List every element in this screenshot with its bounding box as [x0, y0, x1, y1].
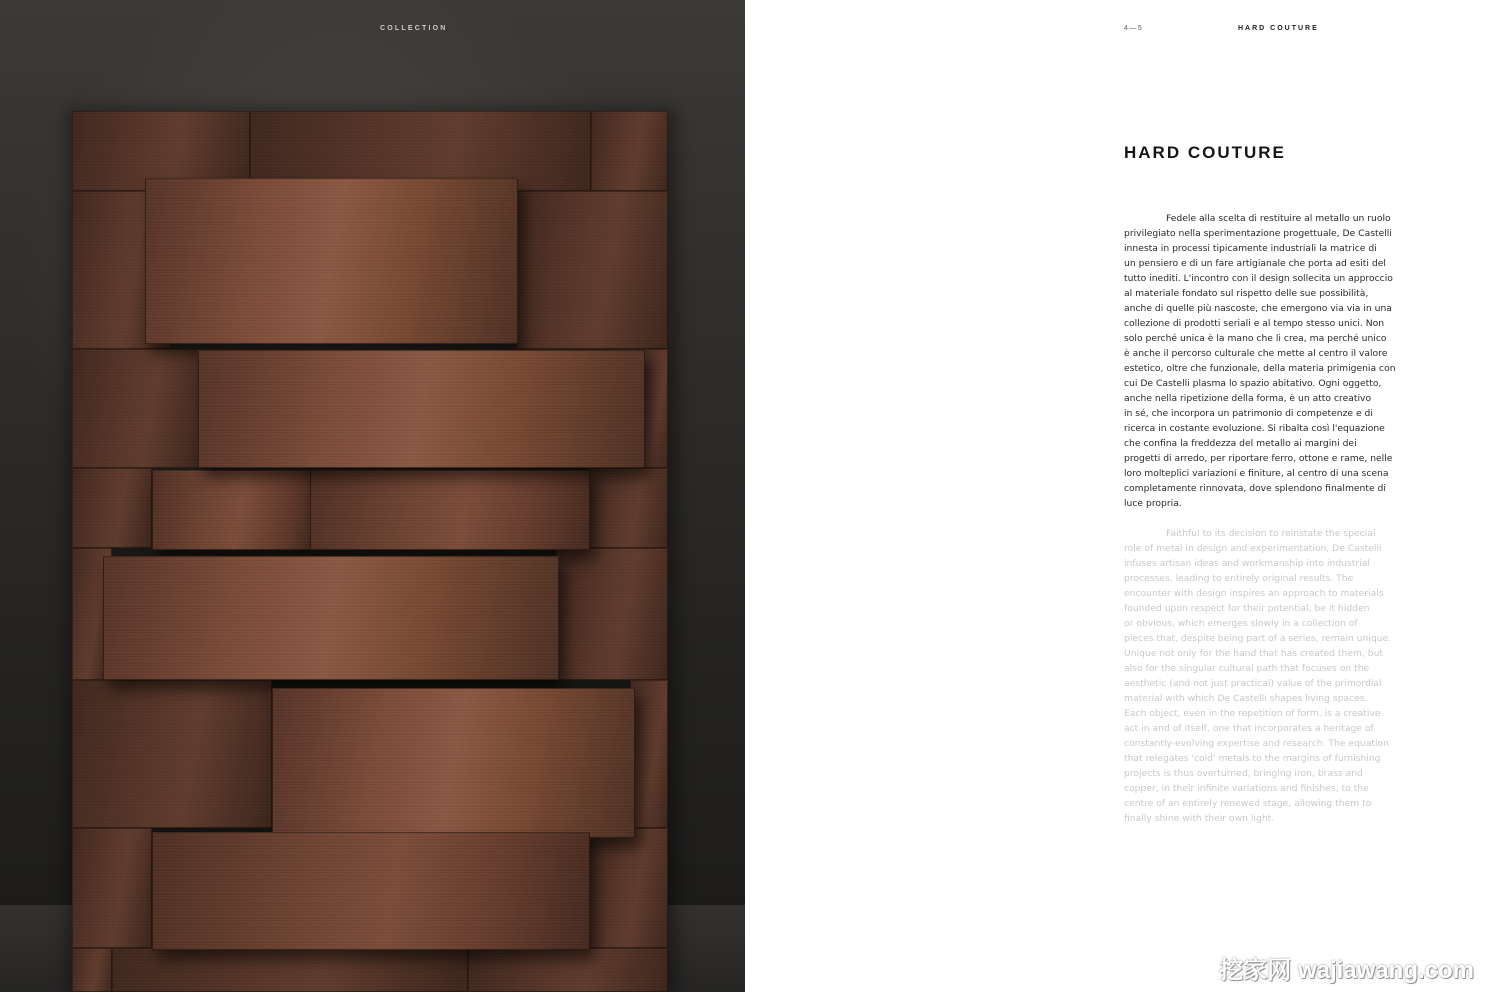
panel	[112, 948, 468, 992]
text-line: luce propria.	[1124, 498, 1182, 509]
text-line: finally shine with their own light.	[1124, 813, 1275, 824]
panel	[468, 948, 668, 992]
text-line: processes, leading to entirely original results. The	[1124, 573, 1354, 584]
text-line: also for the singular cultural path that focuses on the	[1124, 663, 1370, 674]
panel	[72, 948, 112, 992]
article-title: HARD COUTURE	[1124, 143, 1286, 162]
text-line: constantly-evolving expertise and research. The equation	[1124, 738, 1389, 749]
italian-text	[1124, 211, 1420, 511]
running-head-right: HARD COUTURE	[1238, 25, 1319, 32]
text-line: encounter with design inspires an approach to materials	[1124, 588, 1384, 599]
text-line: tutto inediti. L'incontro con il design sollecita un approccio	[1124, 273, 1393, 284]
page-number: 4—5	[1124, 25, 1144, 32]
text-line: privilegiato nella sperimentazione progettuale, De Castelli	[1124, 228, 1392, 239]
text-line: in sé, che incorpora un patrimonio di competenze e di	[1124, 408, 1373, 419]
text-line: al materiale fondato sul rispetto delle sue possibilità,	[1124, 288, 1369, 299]
panel	[72, 828, 152, 948]
text-line: act in and of itself, one that incorporates a heritage of	[1124, 723, 1374, 734]
text-line: collezione di prodotti seriali e al tempo stesso unici. Non	[1124, 318, 1385, 329]
panel	[591, 111, 668, 191]
drawer-front	[152, 470, 312, 550]
text-line: role of metal in design and experimentation, De Castelli	[1124, 543, 1382, 554]
panel	[516, 191, 668, 349]
text-line: è anche il percorso culturale che mette al centro il valore	[1124, 348, 1388, 359]
text-line: copper, in their infinite variations and finishes, to the	[1124, 783, 1369, 794]
text-line: that relegates 'cold' metals to the margins of furnishing	[1124, 753, 1381, 764]
drawer-front	[272, 688, 635, 838]
english-text	[1124, 526, 1420, 826]
text-line: progetti di arredo, per riportare ferro, ottone e rame, nelle	[1124, 453, 1393, 464]
drawer-front	[145, 178, 518, 344]
text-line: solo perché unica è la mano che li crea, ma perché unico	[1124, 333, 1387, 344]
text-line: cui De Castelli plasma lo spazio abitativo. Ogni oggetto,	[1124, 378, 1382, 389]
text-line: founded upon respect for their potential, be it hidden	[1124, 603, 1370, 614]
panel	[72, 680, 272, 828]
text-line: Faithful to its decision to reinstate the special	[1166, 528, 1376, 539]
panel	[556, 548, 668, 680]
text-line: Fedele alla scelta di restituire al metallo un ruolo	[1166, 213, 1391, 224]
text-line: pieces that, despite being part of a series, remain unique.	[1124, 633, 1392, 644]
panel	[588, 828, 668, 948]
watermark: 挖家网 wajiawang.com	[1219, 957, 1474, 984]
panel	[630, 680, 668, 828]
text-line: completamente rinnovata, dove splendono finalmente di	[1124, 483, 1386, 494]
text-line: estetico, oltre che funzionale, della materia primigenia con	[1124, 363, 1396, 374]
text-line: material with which De Castelli shapes living spaces.	[1124, 693, 1368, 704]
text-line: innesta in processi tipicamente industriali la matrice di	[1124, 243, 1377, 254]
text-line: aesthetic (and not just practical) value of the primordial	[1124, 678, 1382, 689]
drawer-front	[310, 470, 590, 550]
text-line: loro molteplici variazioni e finiture, al centro di una scena	[1124, 468, 1389, 479]
text-line: che confina la freddezza del metallo ai margini dei	[1124, 438, 1357, 449]
panel	[72, 349, 202, 468]
text-line: infuses artisan ideas and workmanship into industrial	[1124, 558, 1370, 569]
text-line: anche di quelle più nascoste, che emergono via via in una	[1124, 303, 1392, 314]
panel	[72, 468, 152, 548]
text-line: ricerca in costante evoluzione. Si ribalta così l'equazione	[1124, 423, 1385, 434]
text-line: anche nella ripetizione della forma, è un atto creativo	[1124, 393, 1372, 404]
running-head-left: COLLECTION	[380, 25, 448, 32]
text-line: or obvious, which emerges slowly in a collection of	[1124, 618, 1358, 629]
drawer-front	[152, 832, 590, 950]
text-line: projects is thus overturned, bringing iron, brass and	[1124, 768, 1363, 779]
drawer-front	[103, 556, 559, 680]
text-line: un pensiero e di un fare artigianale che porta ad esiti del	[1124, 258, 1386, 269]
drawer-front	[198, 350, 645, 468]
panel	[588, 468, 668, 548]
text-line: Unique not only for the hand that has created them, but	[1124, 648, 1384, 659]
text-line: Each object, even in the repetition of form, is a creative	[1124, 708, 1381, 719]
text-line: centre of an entirely renewed stage, allowing them to	[1124, 798, 1372, 809]
